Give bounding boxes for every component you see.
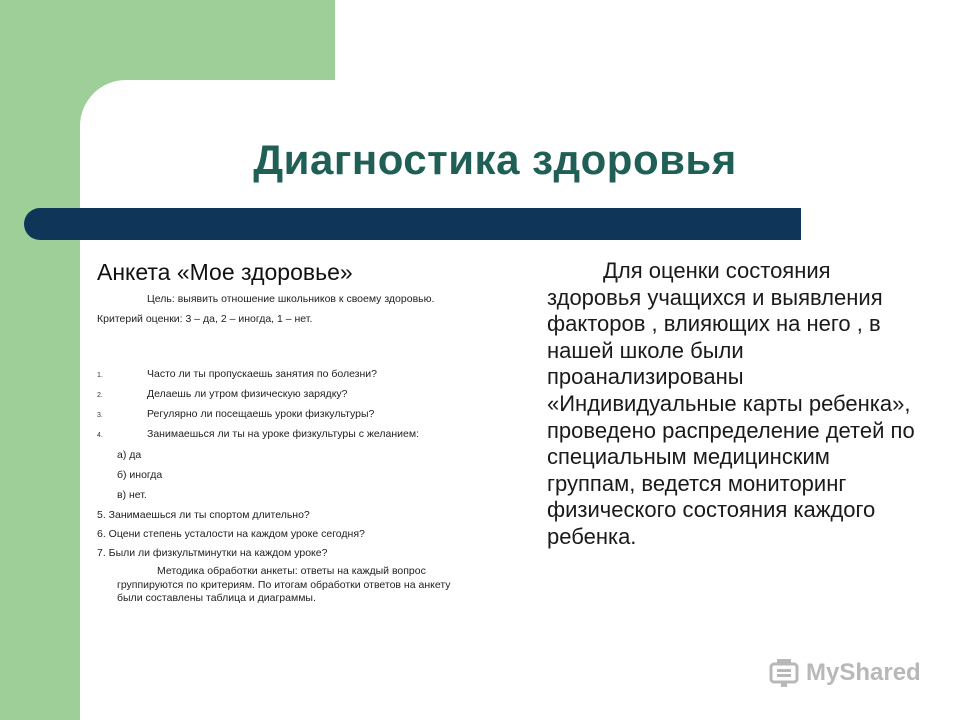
question-text: Занимаешься ли ты на уроке физкультуры с желанием: [147, 428, 419, 440]
questionnaire-column [97, 258, 497, 606]
question-number: 1. [97, 372, 103, 379]
question-text: Делаешь ли утром физическую зарядку? [147, 388, 348, 400]
answer-option: б) иногда [117, 469, 163, 481]
answer-option: а) да [117, 449, 142, 461]
question-number: 3. [97, 412, 103, 419]
questionnaire-goal: Цель: выявить отношение школьников к своему здоровью. [147, 293, 435, 305]
question-item: 7. Были ли физкультминутки на каждом уроке? [97, 547, 328, 559]
watermark-text: MyShared [806, 659, 921, 686]
question-number: 2. [97, 392, 103, 399]
questionnaire-heading: Анкета «Мое здоровье» [97, 259, 353, 285]
question-text: Регулярно ли посещаешь уроки физкультуры? [147, 408, 375, 420]
list-item [97, 388, 447, 401]
myshared-logo-icon [768, 658, 802, 688]
question-item: 6. Оцени степень усталости на каждом уроке сегодня? [97, 528, 365, 540]
slide-title: Диагностика здоровья [253, 136, 737, 183]
processing-method-text: Методика обработки анкеты: ответы на каждый вопрос группируются по критериям. По итогам обработки ответов на анкету были составлены таблица и диаграммы. [117, 565, 451, 604]
questionnaire-criteria: Критерий оценки: 3 – да, 2 – иногда, 1 – нет. [97, 313, 313, 325]
question-number: 4. [97, 432, 103, 439]
question-text: Часто ли ты пропускаешь занятия по болезни? [147, 368, 378, 380]
watermark [768, 658, 921, 688]
question-item: 5. Занимаешься ли ты спортом длительно? [97, 509, 310, 521]
list-item [97, 428, 447, 441]
list-item [97, 368, 447, 381]
description-column [547, 258, 917, 551]
numbered-question-list [97, 368, 497, 441]
title-divider-bar [24, 208, 801, 240]
list-item [97, 408, 447, 421]
answer-option: в) нет. [117, 489, 147, 501]
description-text: Для оценки состояния здоровья учащихся и выявления факторов , влияющих на него , в нашей школе были проанализированы «Индивидуальные карты ребенка», проведено распределение детей по специальным медицинским группам, ведется мониторинг физического состояния каждого ребенка. [547, 258, 915, 549]
